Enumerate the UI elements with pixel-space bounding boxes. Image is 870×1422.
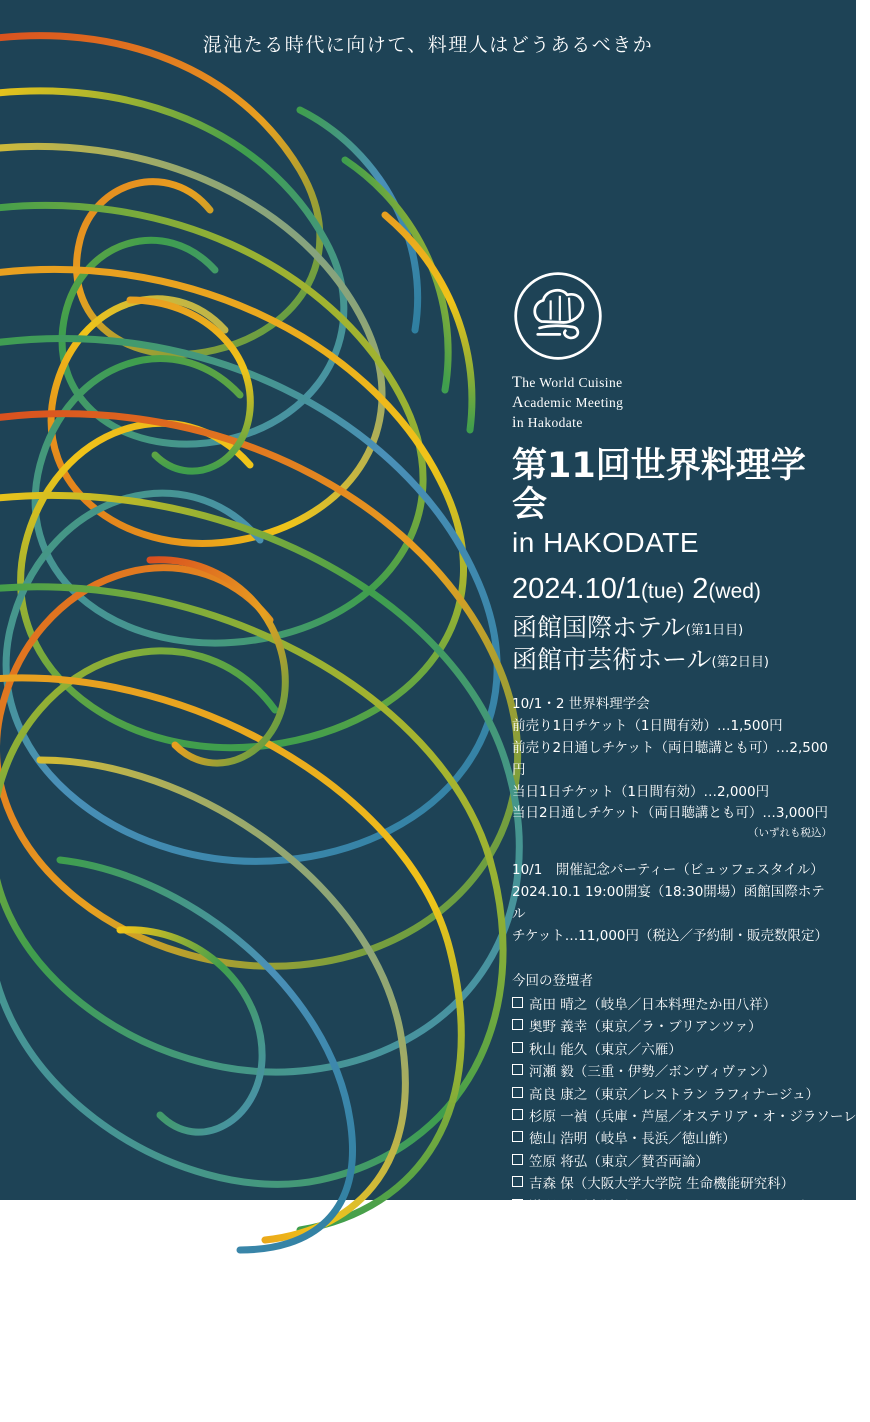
speakers-note: （順不同・一部変更する場合があります） <box>512 1311 712 1324</box>
website-url[interactable]: http://www.ryori-hakodate.net <box>512 1401 724 1419</box>
speaker-name: 辻口 博啓（東京／モンサンクレール） <box>529 1265 762 1282</box>
speaker-name: 笠原 将弘（東京／賛否両論） <box>529 1153 709 1170</box>
checkbox-icon <box>512 1199 523 1210</box>
checkbox-icon <box>512 1109 523 1120</box>
party-heading: 10/1 開催記念パーティー（ビュッフェスタイル） <box>512 862 824 879</box>
poster-footer <box>512 1353 832 1422</box>
date-main: 2024.10/1 <box>512 572 642 605</box>
venue-day2-name: 函館市芸術ホール <box>512 645 712 675</box>
checkbox-icon <box>512 1064 523 1075</box>
checkbox-icon <box>512 997 523 1008</box>
checkbox-icon <box>512 1243 523 1254</box>
date-second-suffix: (wed) <box>708 579 761 603</box>
speaker-name: 高田 晴之（岐阜／日本料理たか田八祥） <box>529 996 777 1013</box>
poster-tagline: 混沌たる時代に向けて、料理人はどうあるべきか <box>202 34 654 56</box>
party-section <box>512 860 832 947</box>
ticket-section <box>512 694 832 842</box>
date-second: 2 <box>692 572 709 605</box>
organizer-text: 主催：世界料理学会 in HAKODATE実行委員会 <box>512 1355 822 1397</box>
venue-day2 <box>512 644 832 676</box>
list-item <box>512 1285 832 1307</box>
party-line1: 2024.10.1 19:00開宴（18:30開場）函館国際ホテル <box>512 883 825 922</box>
venue-day2-note: (第2日目) <box>711 655 769 671</box>
checkbox-icon <box>512 1087 523 1098</box>
ticket-line: 当日2日通しチケット（両日聴講とも可）…3,000円 <box>512 805 829 822</box>
ticket-line: 当日1日チケット（1日間有効）…2,000円 <box>512 783 770 800</box>
checkbox-icon <box>512 1019 523 1030</box>
checkbox-icon <box>512 1131 523 1142</box>
list-item <box>512 1240 838 1262</box>
list-item <box>512 1061 832 1083</box>
list-item <box>512 994 832 1016</box>
poster-content <box>512 270 870 1422</box>
logo-en-line2: Academic Meeting <box>512 394 624 411</box>
speaker-name: 道野 正（大阪／ミチノ・ル・トゥールビヨン） <box>529 1198 816 1215</box>
venue-day1-note: (第1日目) <box>685 623 744 639</box>
list-item <box>512 1128 832 1150</box>
checkbox-icon <box>512 1042 523 1053</box>
page-subtitle: in HAKODATE <box>512 527 700 558</box>
venue-day1 <box>512 612 832 644</box>
logo-en-line1: The World Cuisine <box>512 374 623 391</box>
speaker-name: 齋藤 壽（滋賀・米原／レストランベルソー） <box>529 1288 803 1305</box>
speaker-name: 吉森 保（大阪大学大学院 生命機能研究科） <box>529 1176 795 1193</box>
list-item <box>512 1039 832 1061</box>
venue-list <box>512 612 832 676</box>
logo-en-line3: in Hakodate <box>512 414 583 431</box>
ticket-heading: 10/1・2 世界料理学会 <box>512 696 650 713</box>
list-item <box>512 1263 832 1285</box>
logo-en-text <box>512 373 832 433</box>
list-item <box>512 1084 832 1106</box>
list-item <box>512 1151 832 1173</box>
page-title: 第11回世界料理学会 <box>512 446 806 525</box>
ticket-tax-note: （いずれも税込） <box>748 827 832 840</box>
party-line2: チケット…11,000円（税込／予約制・販売数限定） <box>512 927 829 944</box>
speaker-name: ビシ・イリサール（スペイン・サンセバスチャン） <box>529 1243 838 1260</box>
speaker-name: 徳山 浩明（岐阜・長浜／徳山鮓） <box>529 1131 736 1148</box>
swirl-artwork <box>0 0 500 1200</box>
speaker-name: 河瀬 毅（三重・伊勢／ボンヴィヴァン） <box>529 1064 776 1081</box>
speaker-name: 高良 康之（東京／レストラン ラフィナージュ） <box>529 1086 820 1103</box>
speaker-name: 奥野 義幸（東京／ラ・ブリアンツァ） <box>529 1019 762 1036</box>
checkbox-icon <box>512 1288 523 1299</box>
list-item <box>512 1173 832 1195</box>
checkbox-icon <box>512 1221 523 1232</box>
venue-day1-name: 函館国際ホテル <box>512 613 686 643</box>
ticket-line: 前売り2日通しチケット（両日聴講とも可）…2,500円 <box>512 739 829 778</box>
list-item <box>512 1106 870 1128</box>
list-item <box>512 1196 832 1218</box>
chef-hat-icon <box>512 270 604 362</box>
checkbox-icon <box>512 1154 523 1165</box>
logo-block <box>512 270 832 433</box>
list-item <box>512 1218 832 1240</box>
date-main-suffix: (tue) <box>641 579 685 603</box>
checkbox-icon <box>512 1266 523 1277</box>
list-item <box>512 1016 832 1038</box>
speaker-name: 秋山 能久（東京／六雁） <box>529 1041 682 1058</box>
speaker-name: 杉原 一禎（兵庫・芦屋／オステリア・オ・ジラソーレ） <box>529 1108 870 1125</box>
speaker-name: 木村 藍（千葉・いすみ／五氣里） <box>529 1221 736 1237</box>
speakers-heading: 今回の登壇者 <box>512 972 593 989</box>
speakers-section <box>512 970 870 1328</box>
ticket-line: 前売り1日チケット（1日間有効）…1,500円 <box>512 718 783 734</box>
checkbox-icon <box>512 1176 523 1187</box>
event-dateline <box>512 573 832 606</box>
